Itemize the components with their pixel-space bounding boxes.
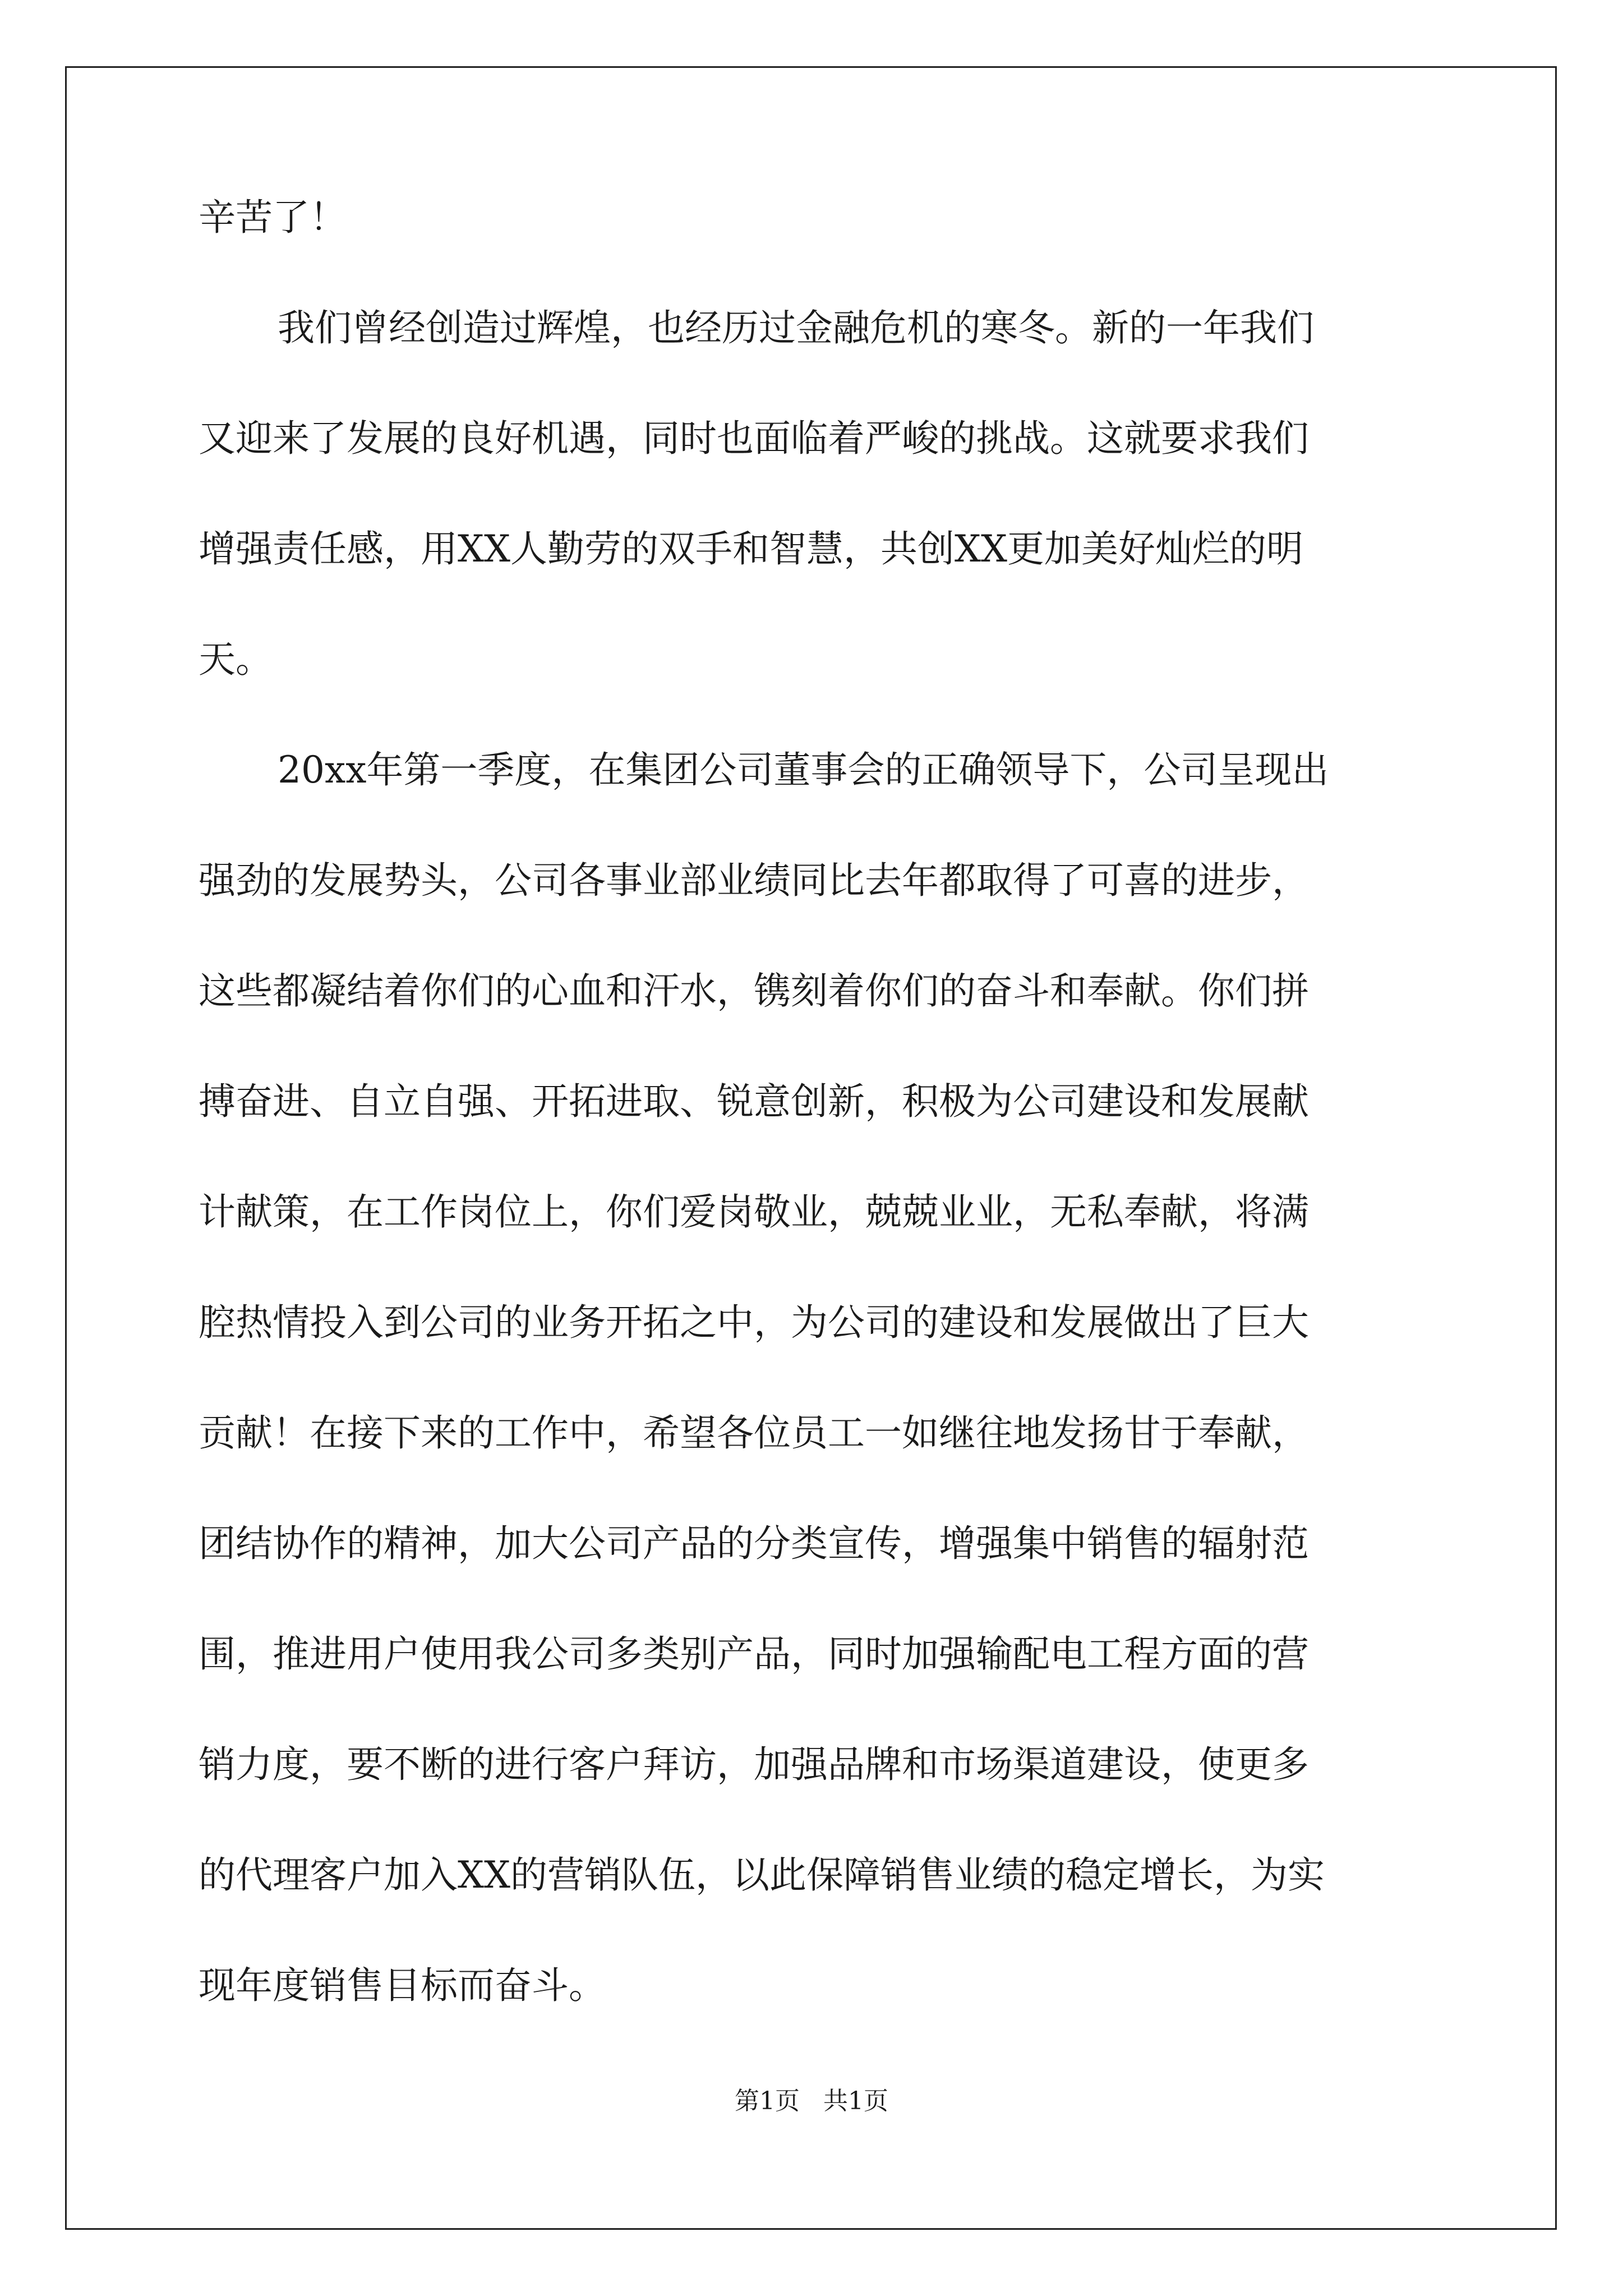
text-line: 的代理客户加入XX的营销队伍，以此保障销售业绩的稳定增长，为实 <box>199 1853 1325 1897</box>
page-border <box>65 66 1557 2230</box>
text-line: 贡献！在接下来的工作中，希望各位员工一如继往地发扬甘于奉献， <box>199 1411 1309 1455</box>
page-number-footer: 第1页 共1页 <box>735 2087 888 2115</box>
text-line: 团结协作的精神，加大公司产品的分类宣传，增强集中销售的辐射范 <box>199 1522 1309 1565</box>
text-line: 天。 <box>199 638 273 681</box>
text-line: 围，推进用户使用我公司多类别产品，同时加强输配电工程方面的营 <box>199 1632 1309 1676</box>
text-line: 现年度销售目标而奋斗。 <box>199 1964 606 2007</box>
text-line: 腔热情投入到公司的业务开拓之中，为公司的建设和发展做出了巨大 <box>199 1301 1309 1344</box>
text-line: 我们曾经创造过辉煌，也经历过金融危机的寒冬。新的一年我们 <box>278 306 1314 349</box>
text-line: 计献策，在工作岗位上，你们爱岗敬业，兢兢业业，无私奉献，将满 <box>199 1190 1309 1234</box>
text-line: 强劲的发展势头，公司各事业部业绩同比去年都取得了可喜的进步， <box>199 859 1309 902</box>
text-line: 又迎来了发展的良好机遇，同时也面临着严峻的挑战。这就要求我们 <box>199 417 1309 460</box>
text-line: 增强责任感，用XX人勤劳的双手和智慧，共创XX更加美好灿烂的明 <box>199 527 1303 570</box>
text-line: 销力度，要不断的进行客户拜访，加强品牌和市场渠道建设，使更多 <box>199 1743 1309 1786</box>
text-line: 搏奋进、自立自强、开拓进取、锐意创新，积极为公司建设和发展献 <box>199 1080 1309 1123</box>
text-line: 20xx年第一季度，在集团公司董事会的正确领导下，公司呈现出 <box>278 748 1329 792</box>
text-line: 这些都凝结着你们的心血和汗水，镌刻着你们的奋斗和奉献。你们拼 <box>199 969 1309 1013</box>
text-line: 辛苦了！ <box>199 196 347 239</box>
